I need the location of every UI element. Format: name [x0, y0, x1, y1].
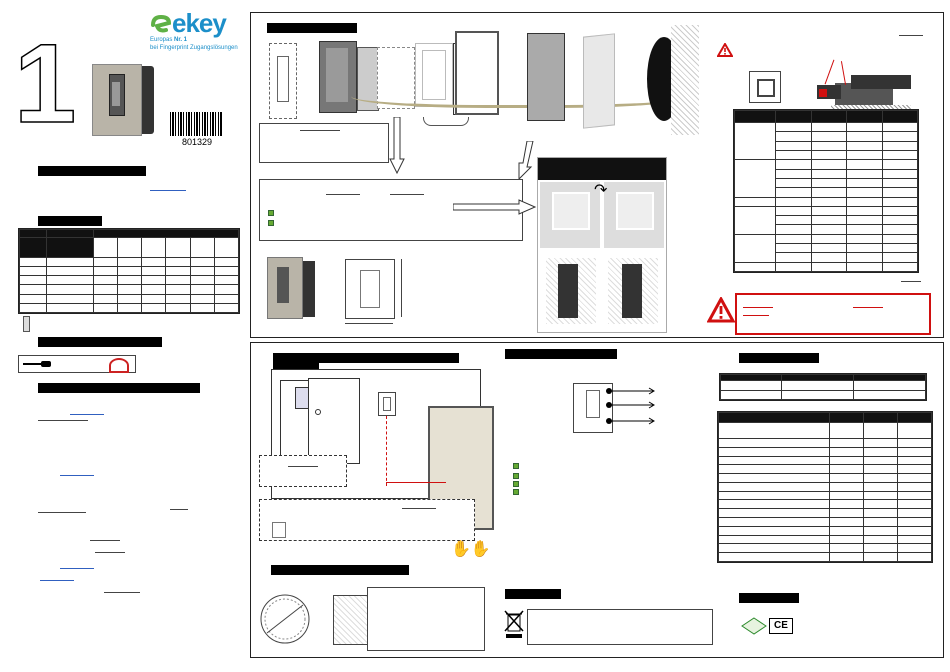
- section-heading-bar: [267, 23, 357, 33]
- arrow-right-icon: [605, 387, 655, 427]
- section-heading-bar: [38, 166, 146, 176]
- barcode-number: 801329: [182, 137, 213, 147]
- barcode: [170, 112, 222, 136]
- dimension-drawing: [345, 259, 395, 319]
- reader-unit: [378, 392, 396, 416]
- section-heading-bar: [38, 337, 162, 347]
- cable: [351, 79, 691, 108]
- sensor-module: [319, 41, 357, 113]
- dimension-note-box: [367, 587, 485, 651]
- section-heading-bar: [739, 593, 799, 603]
- bullet-icon: [268, 210, 274, 216]
- crossed-out-bin-icon: [503, 609, 525, 639]
- ekey-logo-icon: [150, 14, 172, 36]
- warning-triangle-icon: [717, 43, 733, 57]
- wall-bracket: [527, 33, 565, 121]
- page-number: 1: [14, 21, 77, 146]
- bullet-icon: [513, 489, 519, 495]
- note-box: [259, 499, 475, 541]
- bullet-icon: [513, 481, 519, 487]
- compatibility-table: [18, 228, 240, 314]
- wall-hatch: [671, 25, 699, 135]
- sensor-small-icon: [23, 316, 30, 332]
- ordering-table: [719, 373, 927, 401]
- wall-plate: [269, 43, 297, 119]
- brand-tagline-1: Europas Nr. 1: [150, 37, 188, 43]
- section-heading-bar: [271, 565, 409, 575]
- bullet-icon: [268, 220, 274, 226]
- link[interactable]: [60, 475, 94, 476]
- section-heading-bar: [739, 353, 819, 363]
- brand-name: ekey: [172, 8, 226, 38]
- brand-logo: [150, 8, 250, 56]
- brand-tagline-2: bei Fingerprint Zugangslösungen: [150, 45, 238, 51]
- arrow-down-icon: [389, 117, 405, 175]
- section-heading-bar: [505, 589, 561, 599]
- wiring-panel: [250, 342, 944, 658]
- section-heading-bar: [505, 349, 617, 359]
- disposal-note-box: [527, 609, 713, 645]
- pliers-icon: [109, 358, 129, 373]
- link[interactable]: [40, 580, 74, 581]
- mounted-device: [265, 257, 315, 325]
- link[interactable]: [70, 414, 104, 415]
- bullet-icon: [513, 473, 519, 479]
- switch-drawing: [749, 71, 781, 103]
- tools-strip: [18, 355, 136, 373]
- rotation-diagram: [537, 157, 667, 333]
- spec-table: [733, 109, 919, 273]
- rotate-arrow-icon: ↷: [594, 182, 608, 199]
- section-heading-bar: [38, 383, 200, 393]
- flush-box-side: [333, 595, 371, 645]
- technical-data-table: [717, 411, 933, 563]
- flush-box-drawing: [257, 579, 313, 655]
- link[interactable]: [60, 568, 94, 569]
- warning-triangle-icon: [707, 297, 735, 323]
- callout-box: [259, 123, 389, 163]
- hands-icon: ✋✋: [451, 541, 491, 558]
- device-photo: [82, 62, 160, 142]
- installation-panel: [250, 12, 944, 338]
- plaster-layer: [583, 33, 615, 128]
- rohs-diamond-icon: [741, 617, 767, 635]
- ce-mark-icon: CE: [769, 618, 793, 634]
- warning-box: [735, 293, 931, 335]
- cabinet: [308, 378, 360, 464]
- arrow-down-icon: [515, 141, 535, 181]
- section-heading-bar: [38, 216, 102, 226]
- bullet-icon: [513, 463, 519, 469]
- link[interactable]: [150, 190, 186, 191]
- arrow-right-icon: [453, 199, 537, 215]
- legend-box: [259, 455, 347, 487]
